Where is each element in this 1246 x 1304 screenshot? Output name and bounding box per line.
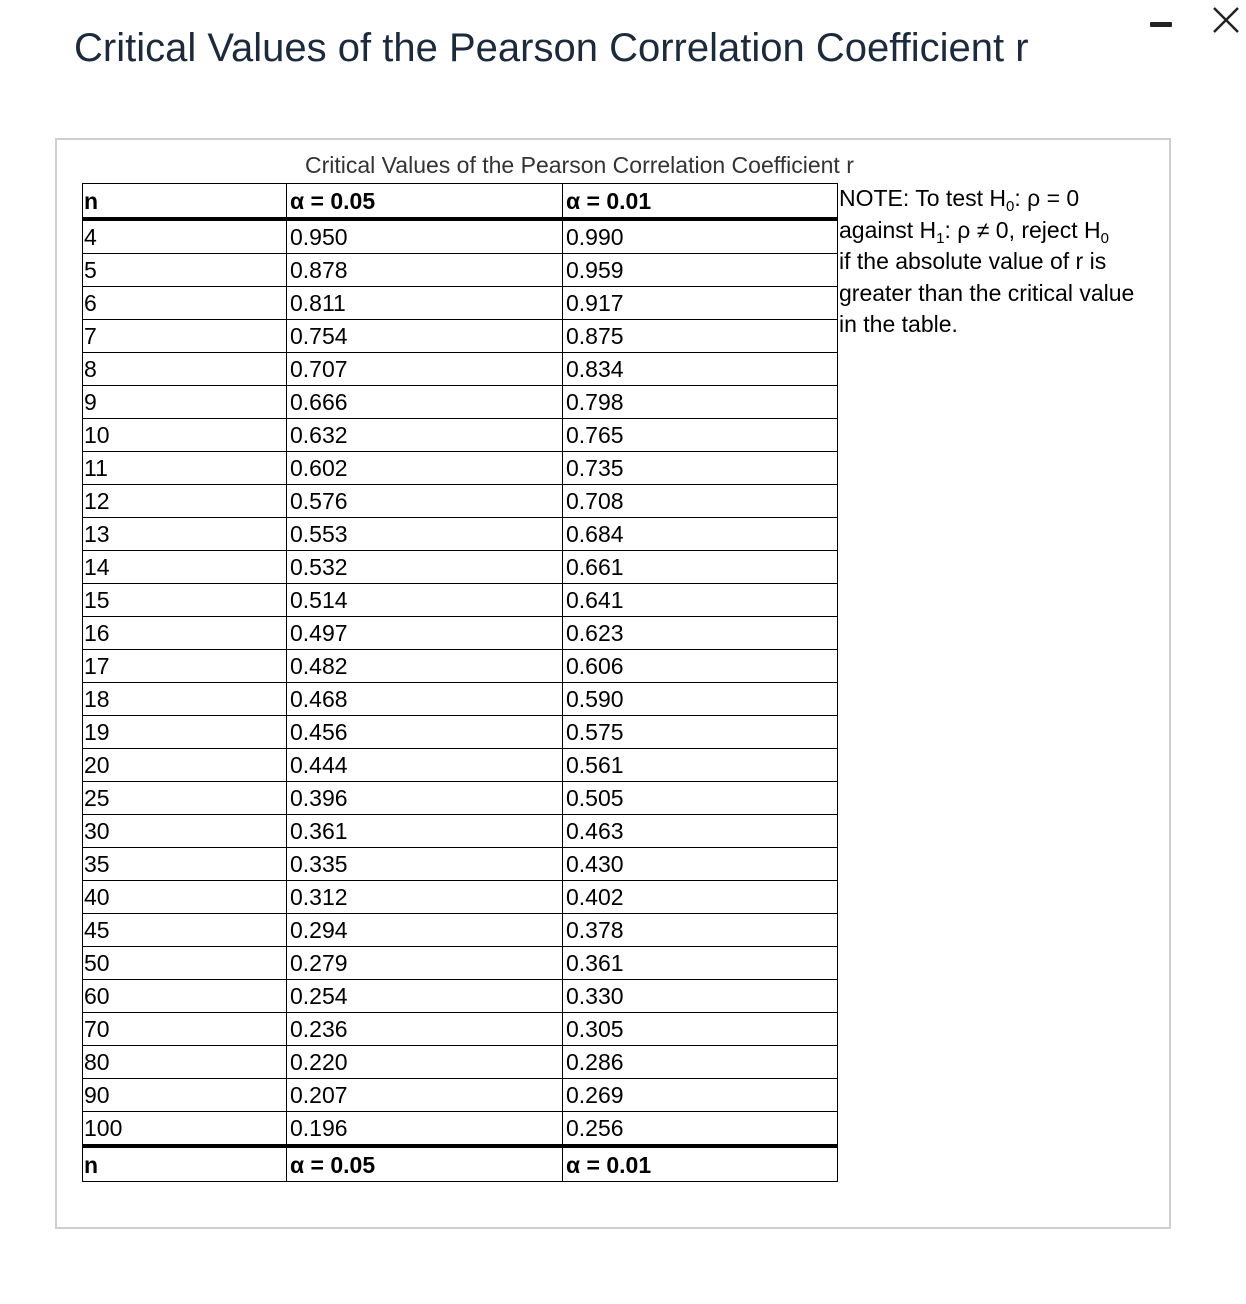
cell-alpha-001: 0.256 xyxy=(563,1112,838,1147)
cell-n: 11 xyxy=(83,452,287,485)
close-icon xyxy=(1204,2,1244,38)
cell-n: 100 xyxy=(83,1112,287,1147)
cell-alpha-001: 0.623 xyxy=(563,617,838,650)
table-row xyxy=(83,716,838,749)
cell-alpha-005: 0.576 xyxy=(287,485,563,518)
table-row xyxy=(83,1112,838,1147)
cell-n: 14 xyxy=(83,551,287,584)
cell-alpha-001: 0.286 xyxy=(563,1046,838,1079)
cell-alpha-001: 0.875 xyxy=(563,320,838,353)
cell-n: 7 xyxy=(83,320,287,353)
table-row xyxy=(83,219,838,254)
cell-alpha-001: 0.269 xyxy=(563,1079,838,1112)
table-row xyxy=(83,452,838,485)
footer-n: n xyxy=(83,1146,287,1182)
cell-n: 60 xyxy=(83,980,287,1013)
cell-alpha-005: 0.444 xyxy=(287,749,563,782)
minimize-icon xyxy=(1150,22,1172,27)
cell-n: 19 xyxy=(83,716,287,749)
table-row xyxy=(83,287,838,320)
cell-n: 13 xyxy=(83,518,287,551)
cell-alpha-005: 0.468 xyxy=(287,683,563,716)
cell-alpha-005: 0.532 xyxy=(287,551,563,584)
table-row xyxy=(83,914,838,947)
table-row xyxy=(83,386,838,419)
table-row xyxy=(83,848,838,881)
cell-alpha-001: 0.402 xyxy=(563,881,838,914)
cell-n: 40 xyxy=(83,881,287,914)
cell-n: 35 xyxy=(83,848,287,881)
critical-values-table xyxy=(82,183,838,1182)
cell-n: 12 xyxy=(83,485,287,518)
cell-n: 9 xyxy=(83,386,287,419)
note-part: if the absolute value of r is greater than the critical value in the table. xyxy=(839,248,1135,337)
cell-n: 6 xyxy=(83,287,287,320)
minimize-button[interactable] xyxy=(1148,14,1178,34)
cell-alpha-001: 0.641 xyxy=(563,584,838,617)
window-title: Critical Values of the Pearson Correlation Coefficient r xyxy=(74,26,1029,70)
table-row xyxy=(83,617,838,650)
cell-alpha-001: 0.463 xyxy=(563,815,838,848)
table-row xyxy=(83,650,838,683)
cell-alpha-005: 0.456 xyxy=(287,716,563,749)
footer-alpha-005: α = 0.05 xyxy=(287,1146,563,1182)
table-row xyxy=(83,584,838,617)
cell-alpha-005: 0.878 xyxy=(287,254,563,287)
cell-alpha-001: 0.378 xyxy=(563,914,838,947)
footer-row xyxy=(83,1146,838,1182)
header-alpha-001: α = 0.01 xyxy=(563,184,838,220)
cell-alpha-001: 0.606 xyxy=(563,650,838,683)
cell-alpha-001: 0.590 xyxy=(563,683,838,716)
table-row xyxy=(83,485,838,518)
table-row xyxy=(83,947,838,980)
cell-alpha-005: 0.666 xyxy=(287,386,563,419)
table-row xyxy=(83,518,838,551)
cell-alpha-001: 0.735 xyxy=(563,452,838,485)
cell-n: 25 xyxy=(83,782,287,815)
table-row xyxy=(83,254,838,287)
header-alpha-005: α = 0.05 xyxy=(287,184,563,220)
cell-alpha-001: 0.798 xyxy=(563,386,838,419)
note-part: : ρ ≠ 0, reject H xyxy=(944,216,1101,243)
cell-alpha-005: 0.279 xyxy=(287,947,563,980)
note-part: NOTE: To test H xyxy=(839,185,1007,211)
cell-alpha-001: 0.959 xyxy=(563,254,838,287)
cell-n: 10 xyxy=(83,419,287,452)
table-row xyxy=(83,1013,838,1046)
cell-alpha-001: 0.430 xyxy=(563,848,838,881)
cell-alpha-005: 0.602 xyxy=(287,452,563,485)
cell-alpha-005: 0.482 xyxy=(287,650,563,683)
cell-n: 8 xyxy=(83,353,287,386)
cell-n: 16 xyxy=(83,617,287,650)
table-row xyxy=(83,551,838,584)
cell-alpha-001: 0.661 xyxy=(563,551,838,584)
cell-alpha-005: 0.207 xyxy=(287,1079,563,1112)
cell-alpha-005: 0.236 xyxy=(287,1013,563,1046)
cell-alpha-001: 0.575 xyxy=(563,716,838,749)
cell-n: 70 xyxy=(83,1013,287,1046)
cell-alpha-001: 0.330 xyxy=(563,980,838,1013)
cell-alpha-005: 0.950 xyxy=(287,219,563,254)
cell-alpha-005: 0.220 xyxy=(287,1046,563,1079)
cell-n: 5 xyxy=(83,254,287,287)
header-n: n xyxy=(83,184,287,220)
cell-n: 50 xyxy=(83,947,287,980)
table-body xyxy=(83,219,838,1146)
table-row xyxy=(83,683,838,716)
cell-n: 15 xyxy=(83,584,287,617)
footer-alpha-001: α = 0.01 xyxy=(563,1146,838,1182)
cell-alpha-005: 0.312 xyxy=(287,881,563,914)
table-row xyxy=(83,881,838,914)
cell-alpha-005: 0.254 xyxy=(287,980,563,1013)
cell-alpha-005: 0.514 xyxy=(287,584,563,617)
table-row xyxy=(83,980,838,1013)
cell-alpha-005: 0.396 xyxy=(287,782,563,815)
cell-n: 20 xyxy=(83,749,287,782)
cell-alpha-001: 0.765 xyxy=(563,419,838,452)
cell-n: 45 xyxy=(83,914,287,947)
cell-alpha-005: 0.497 xyxy=(287,617,563,650)
note-text xyxy=(837,183,1149,341)
table-row xyxy=(83,1079,838,1112)
cell-alpha-005: 0.294 xyxy=(287,914,563,947)
note-subscript: 1 xyxy=(936,229,945,247)
cell-n: 18 xyxy=(83,683,287,716)
cell-n: 80 xyxy=(83,1046,287,1079)
table-row xyxy=(83,815,838,848)
cell-alpha-005: 0.707 xyxy=(287,353,563,386)
cell-alpha-005: 0.335 xyxy=(287,848,563,881)
table-row xyxy=(83,320,838,353)
cell-alpha-001: 0.505 xyxy=(563,782,838,815)
cell-n: 90 xyxy=(83,1079,287,1112)
cell-n: 30 xyxy=(83,815,287,848)
cell-alpha-001: 0.917 xyxy=(563,287,838,320)
cell-alpha-005: 0.361 xyxy=(287,815,563,848)
cell-alpha-001: 0.684 xyxy=(563,518,838,551)
table-row xyxy=(83,749,838,782)
close-button[interactable] xyxy=(1204,2,1244,38)
note-subscript: 0 xyxy=(1100,229,1109,247)
header-row xyxy=(83,184,838,220)
cell-alpha-001: 0.990 xyxy=(563,219,838,254)
table-row xyxy=(83,353,838,386)
table-caption: Critical Values of the Pearson Correlation Coefficient r xyxy=(305,152,854,178)
note-subscript: 0 xyxy=(1006,198,1015,215)
cell-alpha-001: 0.834 xyxy=(563,353,838,386)
cell-alpha-001: 0.708 xyxy=(563,485,838,518)
cell-alpha-001: 0.361 xyxy=(563,947,838,980)
cell-alpha-005: 0.632 xyxy=(287,419,563,452)
cell-alpha-005: 0.196 xyxy=(287,1112,563,1147)
cell-alpha-005: 0.553 xyxy=(287,518,563,551)
table-row xyxy=(83,1046,838,1079)
note-part: against H xyxy=(839,216,937,243)
cell-n: 4 xyxy=(83,219,287,254)
note-part: : ρ = 0 xyxy=(1014,185,1080,211)
cell-alpha-005: 0.754 xyxy=(287,320,563,353)
table-row xyxy=(83,782,838,815)
cell-alpha-001: 0.305 xyxy=(563,1013,838,1046)
table-row xyxy=(83,419,838,452)
cell-alpha-001: 0.561 xyxy=(563,749,838,782)
cell-alpha-005: 0.811 xyxy=(287,287,563,320)
cell-n: 17 xyxy=(83,650,287,683)
